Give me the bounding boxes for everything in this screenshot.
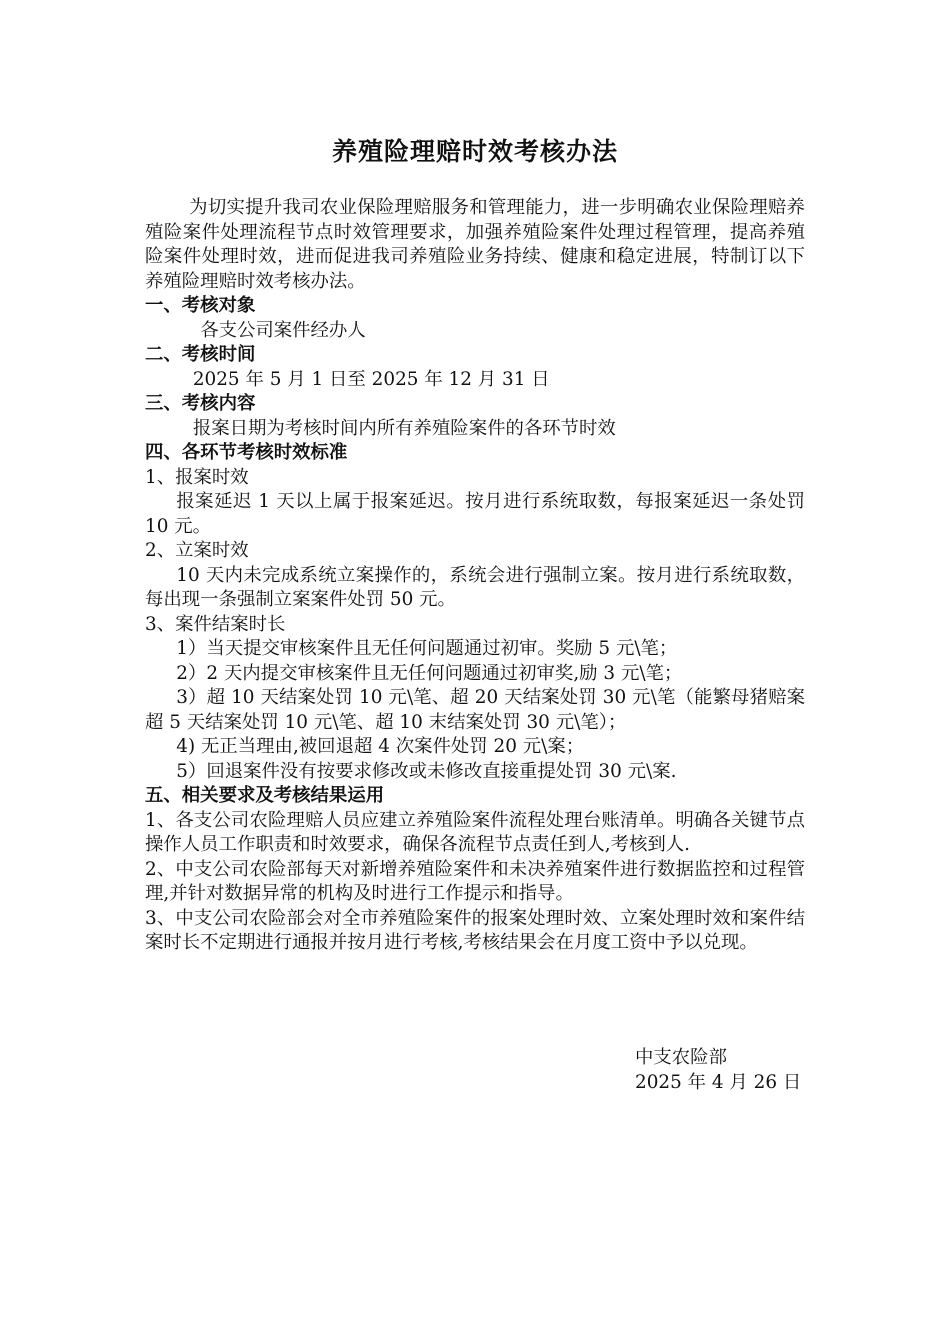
- closing-rule-item: 2）2 天内提交审核案件且无任何问题通过初审奖,励 3 元\笔；: [176, 662, 683, 684]
- document-body: [145, 196, 805, 956]
- section-heading-standards: 四、各环节考核时效标准: [145, 442, 348, 463]
- closing-rule-item: 1）当天提交审核案件且无任何问题通过初审。奖励 5 元\笔；: [176, 638, 678, 659]
- requirement-paragraph: 3、中支公司农险部会对全市养殖险案件的报案处理时效、立案处理时效和案件结案时长不定期进行通报并按月进行考核,考核结果会在月度工资中予以兑现。: [145, 907, 805, 953]
- signature-department: 中支农险部: [635, 1047, 727, 1068]
- closing-rule-item: 3）超 10 天结案处罚 10 元\笔、超 20 天结案处罚 30 元\笔（能繁母猪赔案超 5 天结案处罚 10 元\笔、超 10 末结案处罚 30 元\笔）；: [145, 687, 805, 733]
- closing-rule-item: 5）回退案件没有按要求修改或未修改直接重提处罚 30 元\案.: [176, 760, 677, 782]
- document-title: 养殖险理赔时效考核办法: [331, 137, 618, 166]
- signature-date: 2025 年 4 月 26 日: [635, 1071, 802, 1093]
- subsection-title-filing: 2、立案时效: [145, 540, 249, 561]
- subsection-title-report: 1、报案时效: [145, 466, 249, 488]
- requirement-paragraph: 2、中支公司农险部每天对新增养殖险案件和未决养殖案件进行数据监控和过程管理,并针对数据异常的机构及时进行工作提示和指导。: [145, 858, 805, 904]
- section-heading-content: 三、考核内容: [145, 393, 256, 414]
- document-page: [145, 0, 805, 1344]
- signature-block: [635, 1046, 805, 1095]
- section-heading-requirements: 五、相关要求及考核结果运用: [145, 785, 385, 806]
- closing-rule-item: 4) 无正当理由,被回退超 4 次案件处罚 20 元\案；: [176, 736, 585, 757]
- subsection-title-closing: 3、案件结案时长: [145, 613, 286, 635]
- intro-paragraph: 为切实提升我司农业保险理赔服务和管理能力，进一步明确农业保险理赔养殖险案件处理流程节点时效管理要求，加强养殖险案件处理过程管理，提高养殖险案件处理时效，进而促进我司养殖险业务持续、健康和稳定进展，特制订以下养殖险理赔时效考核办法。: [145, 197, 805, 292]
- subsection-text-filing: 10 天内未完成系统立案操作的，系统会进行强制立案。按月进行系统取数，每出现一条强制立案案件处罚 50 元。: [145, 564, 805, 610]
- section-body-period: 2025 年 5 月 1 日至 2025 年 12 月 31 日: [192, 368, 550, 390]
- section-body-target: 各支公司案件经办人: [200, 319, 366, 341]
- section-heading-period: 二、考核时间: [145, 344, 256, 365]
- subsection-text-report: 报案延迟 1 天以上属于报案延迟。按月进行系统取数，每报案延迟一条处罚 10 元。: [145, 491, 805, 537]
- requirement-paragraph: 1、各支公司农险理赔人员应建立养殖险案件流程处理台账清单。明确各关键节点操作人员工作职责和时效要求，确保各流程节点责任到人,考核到人.: [145, 809, 805, 855]
- section-heading-target: 一、考核对象: [145, 295, 256, 316]
- section-body-content: 报案日期为考核时间内所有养殖险案件的各环节时效: [192, 417, 616, 439]
